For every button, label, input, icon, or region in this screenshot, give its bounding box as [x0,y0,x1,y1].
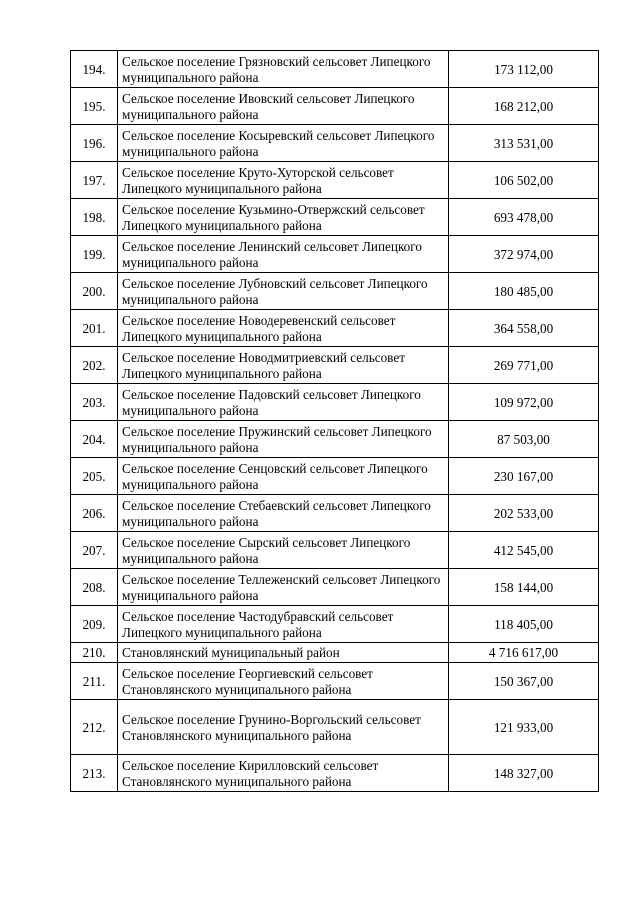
table-row [71,199,599,236]
municipality-name-cell: Сельское поселение Сырский сельсовет Липецкого муниципального района [118,532,449,569]
row-number-cell: 213. [71,755,118,792]
table-row [71,532,599,569]
amount-cell: 168 212,00 [449,88,599,125]
municipality-name-cell: Сельское поселение Круто-Хуторской сельсовет Липецкого муниципального района [118,162,449,199]
amount-cell: 313 531,00 [449,125,599,162]
table-row [71,755,599,792]
amount-cell: 106 502,00 [449,162,599,199]
amount-cell: 4 716 617,00 [449,643,599,663]
row-number-cell: 204. [71,421,118,458]
row-number-cell: 207. [71,532,118,569]
row-number-cell: 199. [71,236,118,273]
municipality-name-cell: Сельское поселение Стебаевский сельсовет Липецкого муниципального района [118,495,449,532]
table-row [71,310,599,347]
table-row [71,458,599,495]
table-row [71,421,599,458]
table-row [71,569,599,606]
row-number-cell: 211. [71,663,118,700]
row-number-cell: 197. [71,162,118,199]
municipality-name-cell: Сельское поселение Ленинский сельсовет Липецкого муниципального района [118,236,449,273]
amount-cell: 693 478,00 [449,199,599,236]
table-row [71,125,599,162]
municipality-name-cell: Сельское поселение Падовский сельсовет Липецкого муниципального района [118,384,449,421]
row-number-cell: 195. [71,88,118,125]
amount-cell: 180 485,00 [449,273,599,310]
municipality-name-cell: Сельское поселение Кирилловский сельсовет Становлянского муниципального района [118,755,449,792]
municipality-name-cell: Сельское поселение Пружинский сельсовет Липецкого муниципального района [118,421,449,458]
amount-cell: 372 974,00 [449,236,599,273]
row-number-cell: 212. [71,700,118,755]
row-number-cell: 205. [71,458,118,495]
amount-cell: 269 771,00 [449,347,599,384]
amount-cell: 118 405,00 [449,606,599,643]
row-number-cell: 203. [71,384,118,421]
table-row [71,236,599,273]
amount-cell: 109 972,00 [449,384,599,421]
table-row [71,495,599,532]
row-number-cell: 206. [71,495,118,532]
table-row [71,88,599,125]
amount-cell: 150 367,00 [449,663,599,700]
municipality-name-cell: Сельское поселение Новодмитриевский сельсовет Липецкого муниципального района [118,347,449,384]
budget-table-body [71,51,599,792]
municipality-name-cell: Сельское поселение Грунино-Воргольский сельсовет Становлянского муниципального района [118,700,449,755]
row-number-cell: 202. [71,347,118,384]
municipality-name-cell: Сельское поселение Лубновский сельсовет Липецкого муниципального района [118,273,449,310]
row-number-cell: 194. [71,51,118,88]
municipality-name-cell: Сельское поселение Теллеженский сельсовет Липецкого муниципального района [118,569,449,606]
amount-cell: 230 167,00 [449,458,599,495]
municipality-name-cell: Сельское поселение Грязновский сельсовет Липецкого муниципального района [118,51,449,88]
municipality-name-cell: Сельское поселение Новодеревенский сельсовет Липецкого муниципального района [118,310,449,347]
amount-cell: 202 533,00 [449,495,599,532]
municipality-name-cell: Сельское поселение Георгиевский сельсовет Становлянского муниципального района [118,663,449,700]
row-number-cell: 208. [71,569,118,606]
municipality-name-cell: Сельское поселение Ивовский сельсовет Липецкого муниципального района [118,88,449,125]
amount-cell: 87 503,00 [449,421,599,458]
municipality-name-cell: Сельское поселение Косыревский сельсовет Липецкого муниципального района [118,125,449,162]
amount-cell: 173 112,00 [449,51,599,88]
municipality-name-cell: Сельское поселение Сенцовский сельсовет Липецкого муниципального района [118,458,449,495]
table-row [71,700,599,755]
row-number-cell: 209. [71,606,118,643]
row-number-cell: 210. [71,643,118,663]
table-row [71,663,599,700]
table-row [71,384,599,421]
table-row [71,273,599,310]
amount-cell: 412 545,00 [449,532,599,569]
table-row [71,51,599,88]
amount-cell: 148 327,00 [449,755,599,792]
table-row [71,643,599,663]
municipality-name-cell: Сельское поселение Кузьмино-Отвержский сельсовет Липецкого муниципального района [118,199,449,236]
table-row [71,606,599,643]
amount-cell: 158 144,00 [449,569,599,606]
table-row [71,162,599,199]
amount-cell: 121 933,00 [449,700,599,755]
row-number-cell: 201. [71,310,118,347]
municipality-name-cell: Сельское поселение Частодубравский сельсовет Липецкого муниципального района [118,606,449,643]
municipality-name-cell: Становлянский муниципальный район [118,643,449,663]
budget-table [70,50,599,792]
row-number-cell: 200. [71,273,118,310]
table-row [71,347,599,384]
document-page [70,50,583,792]
row-number-cell: 198. [71,199,118,236]
row-number-cell: 196. [71,125,118,162]
amount-cell: 364 558,00 [449,310,599,347]
